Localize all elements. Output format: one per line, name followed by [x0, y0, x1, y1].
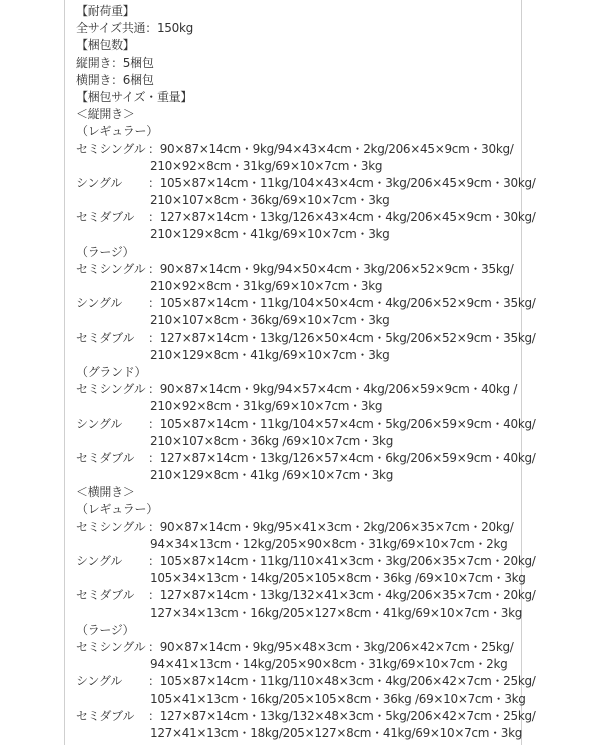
spec-row: [76, 708, 536, 742]
spec-line: ：90×87×14cm・9kg/94×57×4cm・4kg/206×59×9cm・40kg /: [148, 382, 518, 397]
spec-line: ：90×87×14cm・9kg/95×48×3cm・3kg/206×42×7cm・25kg/: [148, 639, 514, 654]
spec-row: [76, 416, 536, 450]
spec-line: ：105×87×14cm・11kg/110×41×3cm・3kg/206×35×7cm・20kg/: [148, 554, 536, 568]
spec-line: 210×92×8cm・31kg/69×10×7cm・3kg: [150, 279, 383, 293]
spec-row: [76, 519, 516, 553]
size-label: セミシングル: [76, 519, 146, 534]
spec-row: [76, 553, 536, 587]
spec-line: 105×41×13cm・16kg/205×105×8cm・36kg /69×10×7cm・3kg: [150, 691, 526, 706]
spec-line: ：127×87×14cm・13kg/126×50×4cm・5kg/206×52×9cm・35kg/: [148, 330, 536, 345]
spec-line: ：90×87×14cm・9kg/94×43×4cm・2kg/206×45×9cm・30kg/: [148, 141, 514, 156]
spec-line: ：127×87×14cm・13kg/126×57×4cm・6kg/206×59×9cm・40kg/: [148, 450, 536, 465]
spec-line: 105×34×13cm・14kg/205×105×8cm・36kg /69×10×7cm・3kg: [150, 571, 526, 586]
spec-line: ：127×87×14cm・13kg/132×41×3cm・4kg/206×35×7cm・20kg/: [148, 588, 536, 603]
spec-line: ：105×87×14cm・11kg/110×48×3cm・4kg/206×42×7cm・25kg/: [148, 674, 536, 689]
size-label: セミダブル: [76, 588, 135, 603]
size-label: セミダブル: [76, 708, 135, 723]
spec-line: 210×92×8cm・31kg/69×10×7cm・3kg: [150, 158, 383, 173]
spec-line: 127×34×13cm・16kg/205×127×8cm・41kg/69×10×7cm・3kg: [150, 605, 523, 620]
spec-document: [76, 3, 536, 742]
spec-line: 210×129×8cm・41kg/69×10×7cm・3kg: [150, 347, 390, 362]
size-label: セミシングル: [76, 639, 146, 654]
spec-row: [76, 209, 536, 243]
spec-row: [76, 141, 516, 175]
size-label: セミシングル: [76, 261, 146, 276]
size-label: シングル: [76, 416, 122, 431]
spec-row: [76, 639, 516, 673]
group-title: （ラージ）: [76, 622, 135, 637]
group-title: （ラージ）: [76, 244, 135, 259]
spec-line: ：127×87×14cm・13kg/126×43×4cm・4kg/206×45×9cm・30kg/: [148, 210, 536, 225]
size-label: シングル: [76, 175, 122, 190]
spec-line: 127×41×13cm・18kg/205×127×8cm・41kg/69×10×7cm・3kg: [150, 725, 523, 740]
size-label: セミダブル: [76, 330, 135, 345]
package-size-heading: 【梱包サイズ・重量】: [76, 89, 193, 104]
group-title: （レギュラー）: [76, 502, 158, 517]
spec-line: 210×107×8cm・36kg /69×10×7cm・3kg: [150, 433, 394, 448]
group-title: （レギュラー）: [76, 124, 158, 139]
spec-line: 94×34×13cm・12kg/205×90×8cm・31kg/69×10×7cm・2kg: [150, 536, 508, 551]
spec-line: ：105×87×14cm・11kg/104×50×4cm・4kg/206×52×9cm・35kg/: [148, 296, 536, 311]
section-heading-horizontal: ＜横開き＞: [76, 485, 135, 500]
spec-line: 210×92×8cm・31kg/69×10×7cm・3kg: [150, 399, 383, 414]
size-label: シングル: [76, 296, 122, 311]
spec-row: [76, 381, 516, 415]
spec-row: [76, 295, 536, 329]
spec-row: [76, 175, 536, 209]
section-heading-vertical: ＜縦開き＞: [76, 107, 135, 122]
size-label: セミシングル: [76, 382, 146, 397]
group-title: （グランド）: [76, 364, 147, 379]
spec-line: ：105×87×14cm・11kg/104×57×4cm・5kg/206×59×9cm・40kg/: [148, 416, 536, 431]
size-label: セミダブル: [76, 450, 135, 465]
spec-row: [76, 330, 536, 364]
spec-line: 94×41×13cm・14kg/205×90×8cm・31kg/69×10×7cm・2kg: [150, 657, 508, 672]
package-count-heading: 【梱包数】: [76, 38, 135, 53]
spec-line: 210×129×8cm・41kg /69×10×7cm・3kg: [150, 468, 394, 483]
size-label: セミダブル: [76, 210, 135, 225]
size-label: シングル: [76, 554, 122, 568]
load-capacity-value: 全サイズ共通：150kg: [76, 21, 193, 36]
package-count-vertical: 縦開き：5梱包: [76, 55, 154, 70]
spec-line: ：105×87×14cm・11kg/104×43×4cm・3kg/206×45×9cm・30kg/: [148, 175, 536, 190]
spec-row: [76, 261, 516, 295]
load-capacity-heading: 【耐荷重】: [76, 4, 135, 18]
spec-row: [76, 587, 536, 621]
size-label: セミシングル: [76, 141, 146, 156]
spec-line: ：90×87×14cm・9kg/94×50×4cm・3kg/206×52×9cm・35kg/: [148, 261, 514, 276]
spec-line: ：127×87×14cm・13kg/132×48×3cm・5kg/206×42×7cm・25kg/: [148, 708, 536, 723]
size-label: シングル: [76, 674, 122, 689]
spec-row: [76, 450, 536, 484]
package-count-horizontal: 横開き：6梱包: [76, 72, 154, 87]
spec-line: ：90×87×14cm・9kg/95×41×3cm・2kg/206×35×7cm・20kg/: [148, 519, 514, 534]
spec-row: [76, 673, 536, 707]
spec-line: 210×107×8cm・36kg/69×10×7cm・3kg: [150, 193, 390, 208]
spec-line: 210×107×8cm・36kg/69×10×7cm・3kg: [150, 313, 390, 328]
spec-line: 210×129×8cm・41kg/69×10×7cm・3kg: [150, 227, 390, 242]
